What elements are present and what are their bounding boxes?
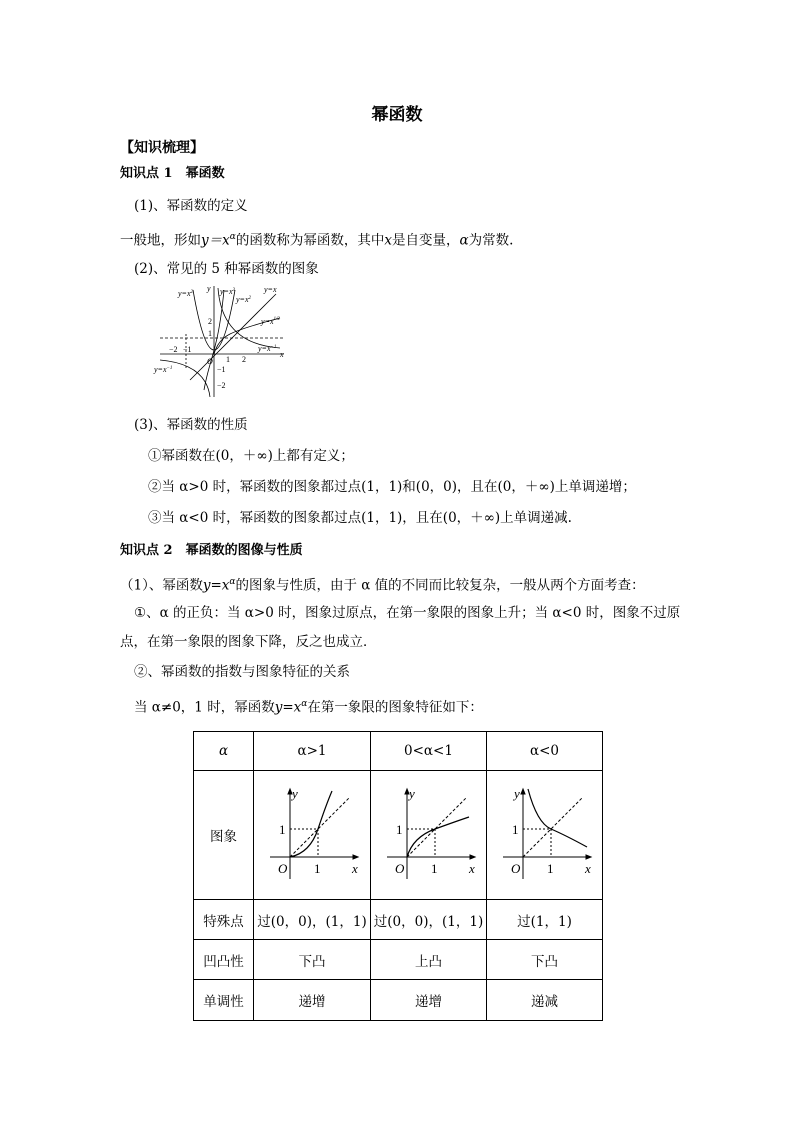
svg-text:1: 1	[430, 861, 437, 876]
cell-special-points-1: 过(0，0)，(1，1)	[254, 900, 371, 940]
kp2-para-2: ①、α 的正负：当 α>0 时，图象过原点，在第一象限的图象上升；当 α<0 时，图象不过原	[134, 605, 681, 621]
graph-cell-alpha-gt1	[254, 771, 371, 900]
tick-xm2: −2	[169, 345, 178, 354]
table-graph-row	[194, 771, 603, 900]
label-y-x2-right: $y=x^2$	[236, 295, 251, 304]
svg-text:y: y	[292, 786, 298, 801]
kp1-def-text	[120, 228, 513, 250]
para5-a: 当 α≠0，1 时，幂函数	[134, 699, 275, 716]
header-alpha: α	[194, 732, 254, 771]
graph-row-label: 图象	[194, 771, 254, 900]
axis-x-label: x	[280, 350, 284, 359]
label-y-sqrt: $y=x^{1/2}$	[261, 317, 280, 326]
kp1-def-heading: (1)、幂函数的定义	[134, 198, 248, 214]
tick-x1: 1	[226, 355, 230, 364]
def-text-2: 的函数称为幂函数，其中	[235, 232, 385, 249]
svg-text:x: x	[468, 861, 475, 876]
svg-text:O: O	[278, 861, 288, 876]
tick-y1: 1	[208, 329, 212, 338]
axis-y-label: y	[207, 284, 211, 293]
kp2-heading: 知识点 2 幂函数的图像与性质	[120, 543, 303, 558]
page-title: 幂函数	[371, 105, 423, 125]
table-row	[194, 900, 603, 940]
svg-text:1: 1	[546, 861, 553, 876]
cell-special-points-3: 过(1，1)	[487, 900, 603, 940]
kp2-para-4: ②、幂函数的指数与图象特征的关系	[134, 664, 350, 680]
graph-alpha-lt0	[495, 783, 595, 883]
power-functions-graph	[150, 282, 290, 400]
label-y-inv-left: $y=x^{-1}$	[154, 365, 173, 374]
svg-text:y: y	[408, 786, 415, 801]
cell-convexity-3: 下凸	[487, 940, 603, 980]
cell-monotonicity-1: 递增	[254, 980, 371, 1021]
tick-ym1: −1	[217, 365, 226, 374]
svg-text:O: O	[510, 861, 520, 876]
label-y-x3: $y=x^3$	[220, 287, 235, 296]
kp2-para-5	[134, 695, 483, 717]
def-text-1: 一般地，形如	[120, 232, 201, 249]
graph-alpha-0-1	[379, 783, 479, 883]
header-alpha-lt0: α<0	[487, 732, 603, 771]
tick-x2: 2	[242, 355, 246, 364]
label-y-x: y=x	[264, 285, 277, 294]
kp1-prop-heading: (3)、幂函数的性质	[134, 417, 248, 433]
tick-xm1: −1	[183, 345, 192, 354]
table-row	[194, 980, 603, 1021]
label-y-x2-left: $y=x^2$	[178, 289, 193, 298]
para5-c: 在第一象限的图象特征如下：	[307, 699, 483, 716]
svg-text:1: 1	[395, 822, 402, 837]
def-var: x	[384, 232, 392, 249]
row-label-monotonicity: 单调性	[194, 980, 254, 1021]
row-label-special-points: 特殊点	[194, 900, 254, 940]
def-text-4: 为常数.	[468, 232, 514, 249]
section-header: 【知识梳理】	[120, 140, 204, 156]
para5-sup: α	[301, 699, 308, 709]
def-formula: y＝x	[201, 232, 230, 249]
row-label-convexity: 凹凸性	[194, 940, 254, 980]
properties-table	[193, 731, 603, 1021]
svg-text:1: 1	[511, 822, 518, 837]
cell-convexity-1: 下凸	[254, 940, 371, 980]
para1-c: 的图象与性质，由于 α 值的不同而比较复杂，一般从两个方面考查：	[235, 577, 645, 594]
cell-convexity-2: 上凸	[371, 940, 487, 980]
kp1-graph-heading: (2)、常见的 5 种幂函数的图象	[134, 261, 319, 277]
cell-monotonicity-3: 递减	[487, 980, 603, 1021]
curve-y-x	[190, 294, 276, 380]
tick-ym2: −2	[217, 381, 226, 390]
svg-text:y: y	[513, 786, 520, 801]
kp1-heading: 知识点 1 幂函数	[120, 166, 225, 181]
origin-label: O	[207, 357, 213, 366]
def-text-3: 是自变量，	[391, 232, 460, 249]
header-alpha-0-1: 0<α<1	[371, 732, 487, 771]
kp1-prop-1: ①幂函数在(0，＋∞)上都有定义；	[148, 448, 354, 464]
kp1-prop-3: ③当 α<0 时，幂函数的图象都过点(1，1)，且在(0，＋∞)上单调递减.	[148, 510, 572, 526]
svg-text:1: 1	[314, 861, 321, 876]
para1-formula: y=x	[202, 577, 230, 594]
kp2-para-3: 点，在第一象限的图象下降，反之也成立．	[120, 634, 377, 650]
tick-y2: 2	[208, 317, 212, 326]
cell-monotonicity-2: 递增	[371, 980, 487, 1021]
def-sup: α	[229, 232, 236, 242]
para1-sup: α	[229, 577, 236, 587]
kp1-prop-2: ②当 α>0 时，幂函数的图象都过点(1，1)和(0，0)，且在(0，＋∞)上单调递增；	[148, 479, 636, 495]
def-const: α	[459, 232, 469, 249]
header-alpha-gt1: α>1	[254, 732, 371, 771]
cell-special-points-2: 过(0，0)，(1，1)	[371, 900, 487, 940]
label-y-inv-right: $y=x^{-1}$	[258, 344, 277, 353]
svg-text:x: x	[584, 861, 591, 876]
kp2-para-1	[120, 573, 645, 595]
graph-alpha-gt1	[262, 783, 362, 883]
graph-cell-alpha-lt0	[487, 771, 603, 900]
svg-text:O: O	[394, 861, 404, 876]
table-row	[194, 940, 603, 980]
svg-text:1: 1	[279, 822, 286, 837]
para1-a: （1）、幂函数	[120, 577, 203, 594]
svg-text:x: x	[352, 861, 358, 876]
para5-formula: y=x	[274, 699, 302, 716]
table-header-row	[194, 732, 603, 771]
graph-cell-alpha-0-1	[371, 771, 487, 900]
